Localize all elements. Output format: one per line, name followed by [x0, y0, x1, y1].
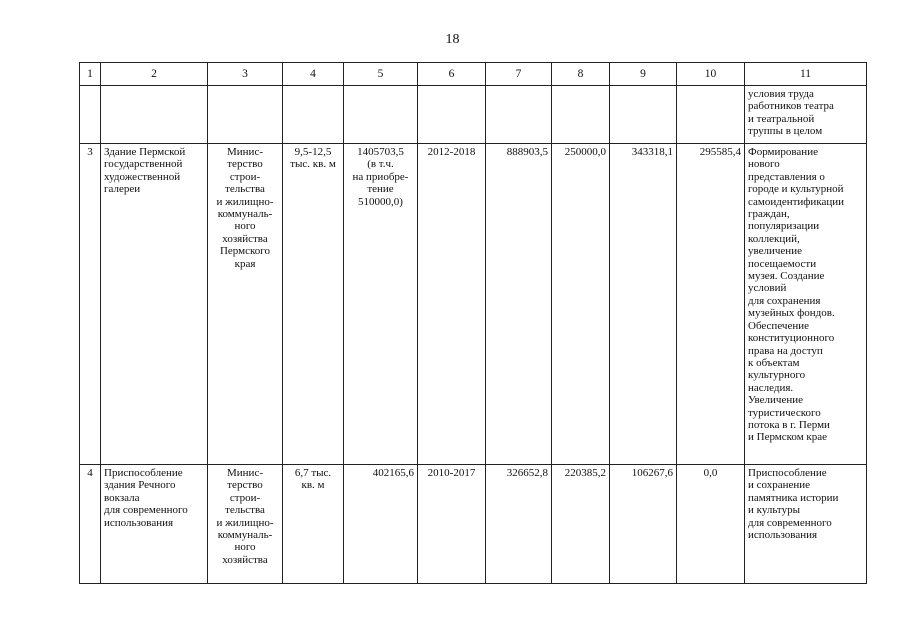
- text-line: тение: [367, 183, 394, 196]
- text-line: государственной: [104, 158, 183, 171]
- text-line: для сохранения: [748, 294, 821, 307]
- text-line: музея. Создание: [748, 270, 825, 283]
- text-line: 1405703,5: [357, 146, 404, 158]
- text-line: городе и культурной: [748, 183, 844, 196]
- text-line: и культуры: [748, 504, 800, 517]
- row-number: 4: [80, 465, 101, 584]
- total-cost-cell: [344, 465, 418, 584]
- text-line: для современного: [748, 516, 832, 529]
- text-line: ного: [234, 220, 256, 233]
- value-cell: 343318,1: [610, 144, 677, 465]
- text-line: ного: [234, 541, 256, 554]
- capacity-cell: [283, 86, 344, 144]
- column-header: 11: [745, 63, 867, 86]
- responsible-cell: [208, 86, 283, 144]
- text-line: края: [234, 257, 256, 270]
- text-line: 6,7 тыс.: [294, 467, 332, 479]
- text-line: (в т.ч.: [367, 158, 394, 171]
- text-line: коммуналь-: [217, 208, 273, 221]
- text-line: Пермского: [219, 245, 271, 258]
- column-header: 9: [610, 63, 677, 86]
- text-line: работников театра: [748, 100, 834, 113]
- text-line: галереи: [104, 183, 141, 196]
- value-cell: 220385,2: [552, 465, 610, 584]
- text-line: 402165,6: [372, 467, 414, 479]
- text-line: памятника истории: [748, 491, 839, 504]
- text-line: Минис-: [227, 467, 263, 479]
- text-line: потока в г. Перми: [748, 418, 830, 431]
- text-line: культурного: [748, 369, 806, 382]
- row-number: 3: [80, 144, 101, 465]
- text-line: на приобре-: [352, 170, 409, 183]
- text-line: хозяйства: [222, 232, 268, 245]
- capacity-cell: [283, 465, 344, 584]
- text-line: Приспособление: [748, 467, 827, 479]
- text-line: увеличение: [748, 245, 802, 258]
- table-row: [80, 144, 867, 465]
- value-cell: 0,0: [677, 465, 745, 584]
- text-line: строи-: [229, 170, 261, 183]
- value-cell: [552, 86, 610, 144]
- column-header: 10: [677, 63, 745, 86]
- text-line: здания Речного: [104, 479, 176, 492]
- text-line: и жилищно-: [216, 516, 274, 529]
- total-cost-cell: [344, 86, 418, 144]
- text-line: Увеличение: [748, 394, 804, 407]
- text-line: коммуналь-: [217, 529, 273, 542]
- text-line: Здание Пермской: [104, 146, 186, 158]
- text-line: тыс. кв. м: [290, 158, 336, 171]
- text-line: хозяйства: [222, 553, 268, 566]
- text-line: популяризации: [748, 220, 820, 233]
- text-line: и сохранение: [748, 479, 811, 492]
- table-row: [80, 86, 867, 144]
- capacity-cell: [283, 144, 344, 465]
- result-cell: [745, 144, 867, 465]
- page-number: 18: [445, 32, 460, 47]
- value-cell: 250000,0: [552, 144, 610, 465]
- period-cell: 2010-2017: [418, 465, 486, 584]
- table-row: [80, 465, 867, 584]
- text-line: к объектам: [748, 356, 800, 369]
- text-line: и жилищно-: [216, 195, 274, 208]
- text-line: посещаемости: [748, 257, 817, 270]
- value-cell: [486, 86, 552, 144]
- value-cell: 888903,5: [486, 144, 552, 465]
- value-cell: [677, 86, 745, 144]
- value-cell: 106267,6: [610, 465, 677, 584]
- result-cell: [745, 465, 867, 584]
- total-cost-cell: [344, 144, 418, 465]
- period-cell: 2012-2018: [418, 144, 486, 465]
- object-name-cell: [101, 86, 208, 144]
- text-line: строи-: [229, 491, 261, 504]
- period-cell: [418, 86, 486, 144]
- text-line: самоидентификации: [748, 195, 845, 208]
- value-cell: 295585,4: [677, 144, 745, 465]
- text-line: Обеспечение: [748, 319, 809, 332]
- column-header: 8: [552, 63, 610, 86]
- text-line: наследия.: [748, 381, 794, 394]
- table-header-row: [80, 63, 867, 86]
- text-line: права на доступ: [748, 344, 823, 357]
- column-header: 5: [344, 63, 418, 86]
- text-line: условия труда: [748, 88, 814, 100]
- text-line: кв. м: [301, 479, 325, 492]
- column-header: 7: [486, 63, 552, 86]
- text-line: художественной: [104, 170, 181, 183]
- text-line: терство: [227, 479, 263, 492]
- object-name-cell: [101, 465, 208, 584]
- text-line: и Пермском крае: [748, 431, 828, 444]
- text-line: 510000,0): [358, 195, 403, 208]
- text-line: 9,5-12,5: [294, 146, 332, 158]
- value-cell: [610, 86, 677, 144]
- text-line: коллекций,: [748, 232, 800, 245]
- column-header: 1: [80, 63, 101, 86]
- text-line: использования: [104, 516, 174, 529]
- text-line: тельства: [225, 504, 265, 517]
- responsible-cell: [208, 465, 283, 584]
- text-line: граждан,: [748, 208, 790, 221]
- responsible-cell: [208, 144, 283, 465]
- text-line: для современного: [104, 504, 188, 517]
- text-line: условий: [748, 282, 787, 295]
- column-header: 6: [418, 63, 486, 86]
- object-name-cell: [101, 144, 208, 465]
- column-header: 2: [101, 63, 208, 86]
- text-line: терство: [227, 158, 263, 171]
- text-line: Формирование: [748, 146, 818, 158]
- text-line: использования: [748, 529, 818, 542]
- text-line: вокзала: [104, 491, 140, 504]
- text-line: Приспособление: [104, 467, 183, 479]
- text-line: и театральной: [748, 112, 815, 125]
- text-line: музейных фондов.: [748, 307, 835, 320]
- column-header: 4: [283, 63, 344, 86]
- text-line: нового: [748, 158, 780, 171]
- data-table: [79, 62, 867, 584]
- result-cell: [745, 86, 867, 144]
- text-line: туристического: [748, 406, 821, 419]
- text-line: тельства: [225, 183, 265, 196]
- value-cell: 326652,8: [486, 465, 552, 584]
- column-header: 3: [208, 63, 283, 86]
- row-number: [80, 86, 101, 144]
- text-line: конституционного: [748, 332, 835, 345]
- text-line: представления о: [748, 170, 825, 183]
- text-line: труппы в целом: [748, 125, 823, 138]
- text-line: Минис-: [227, 146, 263, 158]
